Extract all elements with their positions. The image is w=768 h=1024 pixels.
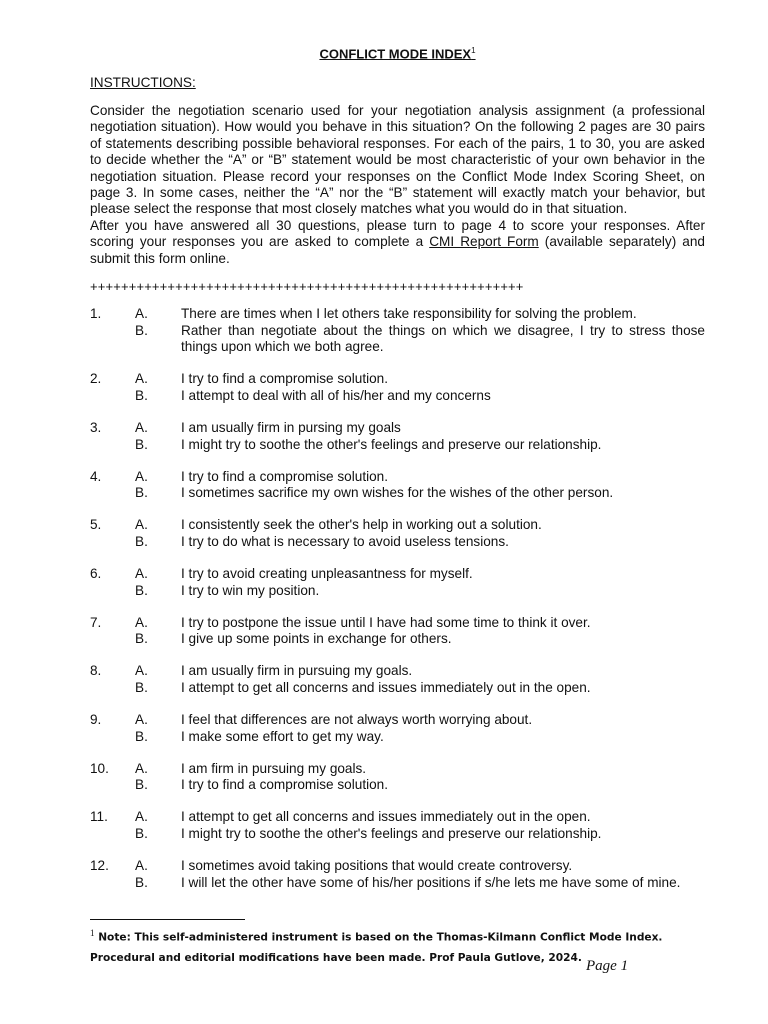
- option-letter: A.: [135, 663, 148, 679]
- option-letter: B.: [135, 728, 148, 744]
- option-letter: B.: [135, 777, 148, 793]
- option-a: [90, 712, 705, 729]
- option-a: [90, 663, 705, 680]
- option-b: [90, 826, 705, 843]
- option-letter: A.: [135, 614, 148, 630]
- option-a: [90, 809, 705, 826]
- instructions-paragraph-1: Consider the negotiation scenario used for your negotiation analysis assignment (a professional negotiation situation). How would you behave in this situation? On the following 2 pages are 30 pairs of statements describing possible behavioral responses. For each of the pairs, 1 to 30, you are asked to decide whether the “A” or “B” statement would be most characteristic of your own behavior in the negotiation situation. Please record your responses on the Conflict Mode Index Scoring Sheet, on page 3. In some cases, neither the “A” nor the “B” statement will exactly match your behavior, but please select the response that most closely matches what you would do in that situation.: [90, 103, 705, 217]
- option-text: There are times when I let others take responsibility for solving the problem.: [181, 306, 637, 321]
- option-letter: A.: [135, 517, 148, 533]
- option-letter: A.: [135, 306, 148, 321]
- option-a: [90, 517, 705, 534]
- option-text: I will let the other have some of his/her positions if s/he lets me have some of mine.: [181, 874, 681, 890]
- question-number: 3.: [90, 419, 102, 435]
- option-letter: A.: [135, 760, 148, 776]
- option-letter: B.: [135, 826, 148, 842]
- question-item: [90, 663, 705, 696]
- option-b: [90, 729, 705, 746]
- document-page: [90, 0, 705, 1024]
- option-text: I attempt to get all concerns and issues immediately out in the open.: [181, 809, 591, 825]
- option-text: I might try to soothe the other's feelings and preserve our relationship.: [181, 826, 602, 842]
- question-number: 8.: [90, 663, 102, 679]
- option-b: [90, 875, 705, 892]
- question-number: 5.: [90, 517, 102, 533]
- option-letter: A.: [135, 468, 148, 484]
- option-b: [90, 437, 705, 454]
- option-text: I attempt to deal with all of his/her and my concerns: [181, 387, 491, 403]
- question-item: [90, 517, 705, 550]
- question-item: [90, 420, 705, 453]
- question-number: 7.: [90, 614, 102, 630]
- question-number: 2.: [90, 371, 102, 387]
- option-text: I am firm in pursuing my goals.: [181, 760, 367, 776]
- option-b: [90, 534, 705, 551]
- option-a: [90, 615, 705, 632]
- instructions-body: [90, 103, 705, 267]
- option-text: I sometimes avoid taking positions that would create controversy.: [181, 858, 573, 874]
- option-b: [90, 485, 705, 502]
- option-text: I am usually firm in pursuing my goals.: [181, 663, 413, 679]
- instructions-heading: INSTRUCTIONS:: [90, 75, 196, 90]
- option-a: [90, 469, 705, 486]
- option-letter: A.: [135, 371, 148, 387]
- option-text: I try to avoid creating unpleasantness for myself.: [181, 566, 473, 582]
- question-number: 11.: [90, 809, 108, 825]
- footnote-marker: 1: [90, 928, 95, 938]
- option-text: I give up some points in exchange for others.: [181, 631, 452, 647]
- option-b: [90, 388, 705, 405]
- question-item: [90, 469, 705, 502]
- option-letter: A.: [135, 419, 148, 435]
- option-a: [90, 761, 705, 778]
- option-text: I sometimes sacrifice my own wishes for the wishes of the other person.: [181, 485, 614, 501]
- page-number: Page 1: [586, 958, 629, 974]
- question-item: [90, 371, 705, 404]
- option-text: I make some effort to get my way.: [181, 728, 384, 744]
- paragraph-2-end: (available separately) and submit this form online.: [90, 234, 705, 266]
- question-number: 6.: [90, 566, 102, 582]
- option-letter: B.: [135, 533, 148, 549]
- option-letter: A.: [135, 809, 148, 825]
- option-a: [90, 858, 705, 875]
- option-b: [90, 680, 705, 697]
- option-text: Rather than negotiate about the things on which we disagree, I try to stress those things upon which we both agree.: [181, 322, 705, 355]
- option-text: I attempt to get all concerns and issues immediately out in the open.: [181, 680, 591, 695]
- option-text: I am usually firm in pursing my goals: [181, 419, 401, 435]
- footnote-text: Note: This self-administered instrument is based on the Thomas-Kilmann Conflict Mode Index. Procedural and editorial modifications have been made. Prof Paula Gutlove, 2024.: [90, 931, 663, 964]
- option-text: I try to win my position.: [181, 582, 320, 598]
- question-number: 12.: [90, 858, 109, 874]
- separator-line: ++++++++++++++++++++++++++++++++++++++++++++++++++++++++: [90, 279, 524, 294]
- paragraph-2-start: After you have answered all 30 questions, please turn to page 4 to score your responses. After scoring your responses you are asked to complete a: [90, 217, 705, 250]
- option-letter: B.: [135, 874, 148, 890]
- option-letter: B.: [135, 322, 148, 338]
- question-item: [90, 712, 705, 745]
- option-text: I try to find a compromise solution.: [181, 468, 389, 484]
- title-text: CONFLICT MODE INDEX: [319, 46, 472, 62]
- question-number: 9.: [90, 712, 102, 728]
- option-b: [90, 631, 705, 648]
- option-text: I try to find a compromise solution.: [181, 777, 389, 793]
- option-letter: B.: [135, 485, 148, 501]
- option-letter: B.: [135, 631, 148, 647]
- document-title: [90, 46, 705, 61]
- option-text: I try to find a compromise solution.: [181, 371, 389, 387]
- option-letter: B.: [135, 680, 148, 695]
- option-text: I consistently seek the other's help in working out a solution.: [181, 517, 542, 533]
- question-number: 10.: [90, 760, 109, 776]
- question-item: [90, 761, 705, 794]
- cmi-report-form-link[interactable]: CMI Report Form: [429, 234, 539, 250]
- question-item: [90, 615, 705, 648]
- option-text: I try to do what is necessary to avoid useless tensions.: [181, 533, 509, 549]
- instructions-paragraph-2: [90, 218, 705, 267]
- question-number: 4.: [90, 468, 102, 484]
- option-letter: A.: [135, 712, 148, 728]
- option-a: [90, 371, 705, 388]
- question-item: [90, 809, 705, 842]
- option-a: [90, 566, 705, 583]
- footnote-rule: [90, 919, 245, 920]
- question-item: [90, 858, 705, 891]
- option-text: I feel that differences are not always worth worrying about.: [181, 712, 533, 728]
- question-number: 1.: [90, 306, 102, 321]
- question-item: [90, 566, 705, 599]
- option-letter: A.: [135, 566, 148, 582]
- option-letter: A.: [135, 858, 148, 874]
- question-list: [90, 306, 705, 907]
- option-text: I might try to soothe the other's feelings and preserve our relationship.: [181, 436, 602, 452]
- option-text: I try to postpone the issue until I have had some time to think it over.: [181, 614, 591, 630]
- option-a: [90, 306, 705, 323]
- option-a: [90, 420, 705, 437]
- option-letter: B.: [135, 436, 148, 452]
- option-b: [90, 777, 705, 794]
- option-b: [90, 323, 705, 356]
- title-footnote-marker: 1: [471, 46, 476, 55]
- question-item: [90, 306, 705, 356]
- option-b: [90, 583, 705, 600]
- option-letter: B.: [135, 387, 148, 403]
- option-letter: B.: [135, 582, 148, 598]
